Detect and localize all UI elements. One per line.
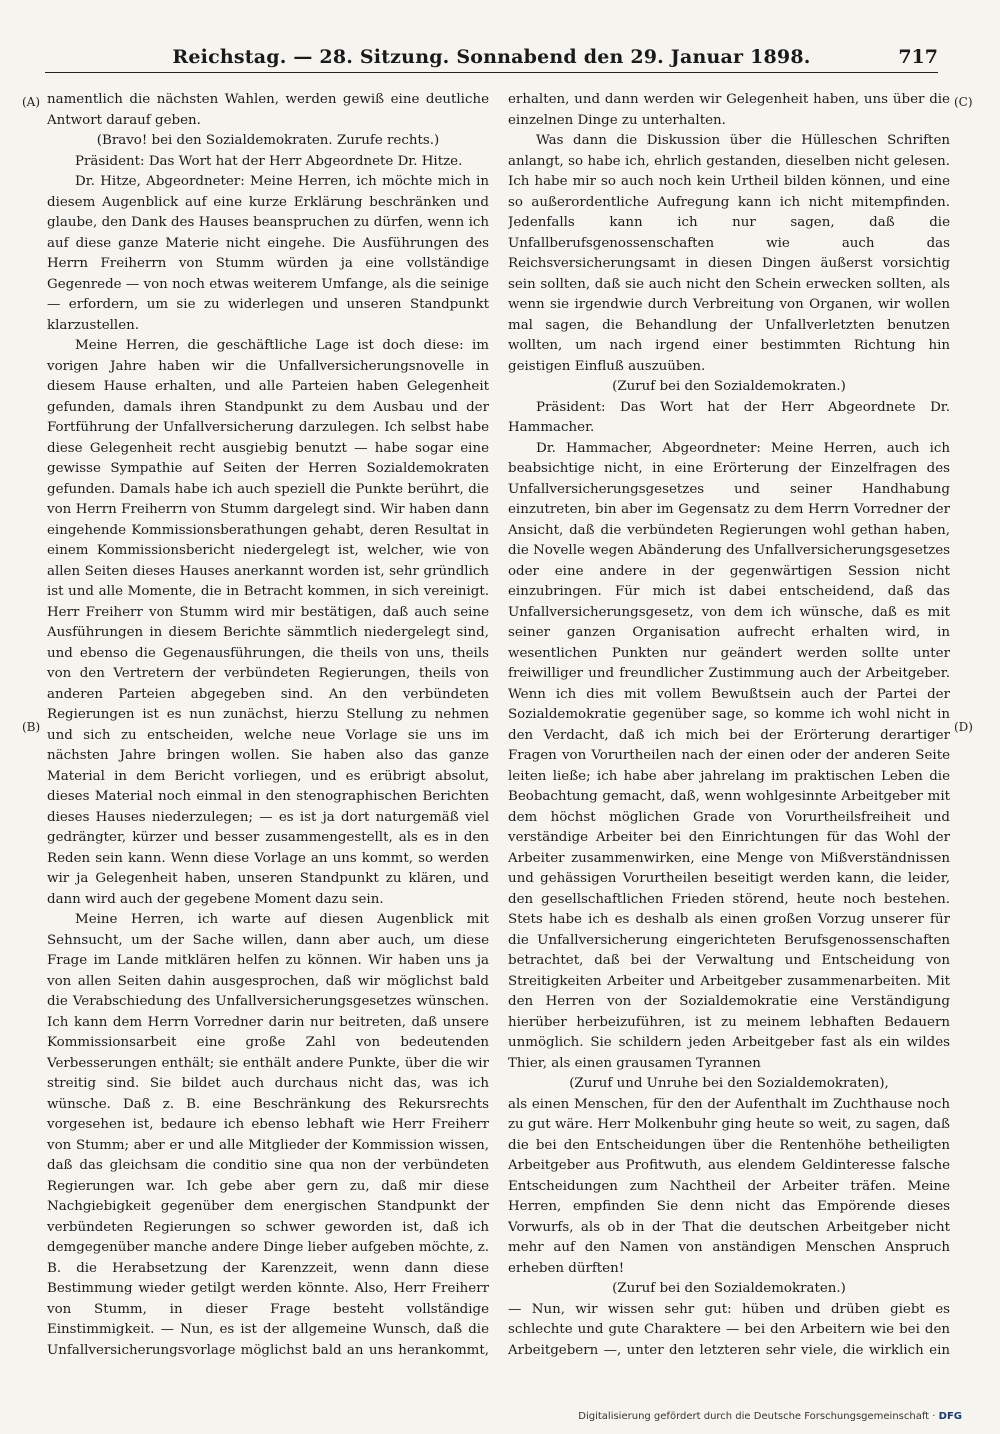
margin-mark-a: (A) xyxy=(22,95,41,109)
interjection: (Bravo! bei den Sozialdemokraten. Zurufe rechts.) xyxy=(96,133,440,148)
paragraph: erhalten, und dann werden wir Gelegenheit haben, uns über die einzelnen Dinge zu unterhalten. xyxy=(508,92,950,128)
margin-mark-c: (C) xyxy=(954,95,973,109)
page-header xyxy=(45,44,938,73)
paragraph: namentlich die nächsten Wahlen, werden gewiß eine deutliche Antwort darauf geben. xyxy=(47,92,489,128)
paragraph: Präsident: Das Wort hat der Herr Abgeordnete Dr. Hitze. xyxy=(75,153,463,169)
page-number: 717 xyxy=(898,46,938,68)
header-title: Reichstag. — 28. Sitzung. Sonnabend den 29. Januar 1898. xyxy=(172,46,811,68)
paragraph: Dr. Hitze, Abgeordneter: Meine Herren, ich möchte mich in diesem Augenblick auf eine kurze Erklärung beschränken und glaube, den Dank des Hauses beanspruchen zu dürfen, wenn ich auf diese ganze Materie nicht eingehe. Die Ausführungen des Herrn Freiherrn von Stumm würden ja eine vollständige Gegenrede — von noch etwas weiterem Umfange, als die seinige — erfordern, um sie zu widerlegen und unseren Standpunkt klarzustellen. xyxy=(47,174,489,333)
dfg-logo: DFG xyxy=(938,1411,962,1422)
paragraph: als einen Menschen, für den der Aufenthalt im Zuchthause noch zu gut wäre. Herr Molkenbuhr ging heute so weit, zu sagen, daß die bei den Entscheidungen über die Rentenhöhe betheiligten Arbeitgeber aus Profitwuth, aus elendem Geldinteresse falsche Entscheidungen zum Nachtheil der Arbeiter träfen. Meine Herren, empfinden Sie denn nicht das Empörende dieses Vorwurfs, als ob in der That die deutschen Arbeitgeber nicht mehr auf den Namen von anständigen Menschen Anspruch erheben dürften! xyxy=(508,1096,950,1276)
left-column xyxy=(47,90,489,1360)
paragraph: — Nun, wir wissen sehr gut: hüben und drüben giebt es schlechte und gute Charaktere — bei den Arbeitern wie bei den Arbeitgebern —, unter den letzteren sehr viele, die wirklich ein xyxy=(508,1301,950,1358)
paragraph: Meine Herren, ich warte auf diesen Augenblick mit Sehnsucht, um der Sache willen, dann aber auch, um diese Frage im Lande mitklären helfen zu können. Wir haben uns ja von allen Seiten dahin ausgesprochen, daß wir möglichst bald die Verabschiedung des Unfallversicherungsgesetzes wünschen. Ich kann dem Herrn Vorredner darin nur beitreten, daß unsere Kommissionsarbeit eine große Zahl von bedeutenden Verbesserungen enthält; sie enthält andere Punkte, über die wir streitig sind. Sie bildet auch durchaus nicht das, was ich wünsche. Daß z. B. eine Beschränkung des Rekursrechts vorgesehen ist, bedaure ich ebenso lebhaft wie Herr Freiherr von Stumm; aber er und alle Mitglieder der Kommission wissen, daß das gleichsam die conditio sine qua non der verbündeten Regierungen war. Ich gebe aber gern zu, daß mir diese Nachgiebigkeit gegenüber dem energischen Standpunkt der verbündeten Regierungen so schwer geworden ist, daß ich demgegenüber manche andere Dinge lieber aufgeben möchte, z. B. die Herabsetzung der Karenzzeit, wenn dann diese Bestimmung wieder getilgt werden könnte. Also, Herr Freiherr von Stumm, in dieser Frage besteht vollständige Einstimmigkeit. — Nun, es ist der allgemeine Wunsch, daß die Unfallversicherungsvorlage möglichst bald an uns herankommt, xyxy=(47,912,489,1358)
margin-mark-b: (B) xyxy=(22,720,41,734)
margin-mark-d: (D) xyxy=(954,720,973,734)
paragraph: Dr. Hammacher, Abgeordneter: Meine Herren, auch ich beabsichtige nicht, in eine Erörterung der Einzelfragen des Unfallversicherungsgesetzes und seiner Handhabung einzutreten, bin aber im Gegensatz zu dem Herrn Vorredner der Ansicht, daß die verbündeten Regierungen wohl gethan haben, die Novelle wegen Abänderung des Unfallversicherungsgesetzes oder eine andere in der gegenwärtigen Session nicht einzubringen. Für mich ist dabei entscheidend, daß das Unfallversicherungsgesetz, von dem ich wünsche, daß es mit seiner ganzen Organisation aufrecht erhalten wird, in wesentlichen Punkten nur geändert werden sollte unter freiwilliger und freundlicher Zustimmung auch der Arbeitgeber. Wenn ich dies mit vollem Bewußtsein auch der Partei der Sozialdemokratie gegenüber sage, so komme ich wohl nicht in den Verdacht, daß ich mich bei der Erörterung derartiger Fragen von Vorurtheilen nach der einen oder der anderen Seite leiten ließe; ich habe aber jahrelang im praktischen Leben die Beobachtung gemacht, daß, wenn wohlgesinnte Arbeitgeber mit dem höchst möglichen Grade von Vorurtheilsfreiheit und verständige Arbeiter bei den Einrichtungen für das Wohl der Arbeiter zusammenwirken, eine Menge von Mißverständnissen und gehässigen Vorurtheilen beseitigt werden kann, die leider, den gesellschaftlichen Frieden störend, heute noch bestehen. Stets habe ich es deshalb als einen großen Vorzug unserer für die Unfallversicherung eingerichteten Berufsgenossenschaften betrachtet, daß bei der Verwaltung und Entscheidung von Streitigkeiten Arbeiter und Arbeitgeber zusammenarbeiten. Mit den Herren von der Sozialdemokratie eine Verständigung hierüber herbeizuführen, ist zu meinem lebhaften Bedauern unmöglich. Sie schildern jeden Arbeitgeber fast als ein wildes Thier, als einen grausamen Tyrannen xyxy=(508,440,950,1071)
paragraph: Was dann die Diskussion über die Hülleschen Schriften anlangt, so habe ich, ehrlich gestanden, dieselben nicht gelesen. Ich habe mir so auch noch kein Urtheil bilden können, und eine so außerordentliche Aufregung kann ich nicht mitempfinden. Jedenfalls kann ich nur sagen, daß die Unfallberufsgenossenschaften wie auch das Reichsversicherungsamt in diesen Dingen äußerst vorsichtig sein sollten, daß sie auch nicht den Schein erwecken sollten, als wenn sie irgendwie durch Verbreitung von Organen, wir wollen mal sagen, die Behandlung der Unfallverletzten benutzen wollten, um nach irgend einer bestimmten Richtung hin geistigen Einfluß auszuüben. xyxy=(508,133,950,374)
right-column xyxy=(508,90,950,1360)
paragraph: Präsident: Das Wort hat der Herr Abgeordnete Dr. Hammacher. xyxy=(508,399,950,435)
interjection: (Zuruf bei den Sozialdemokraten.) xyxy=(612,1281,846,1296)
interjection: (Zuruf und Unruhe bei den Sozialdemokraten), xyxy=(569,1076,889,1091)
footer: Digitalisierung gefördert durch die Deutsche Forschungsgemeinschaft · DFG xyxy=(578,1411,962,1422)
paragraph: Meine Herren, die geschäftliche Lage ist doch diese: im vorigen Jahre haben wir die Unfallversicherungsnovelle in diesem Hause erhalten, und alle Parteien haben Gelegenheit gefunden, damals ihren Standpunkt zu dem Ausbau und der Fortführung der Unfallversicherung darzulegen. Ich selbst habe diese Gelegenheit recht ausgiebig benutzt — habe sogar eine gewisse Sympathie auf Seiten der Herren Sozialdemokraten gefunden. Damals habe ich auch speziell die Punkte berührt, die von Herrn Freiherrn von Stumm dargelegt sind. Wir haben dann eingehende Kommissionsberathungen gehabt, deren Resultat in einem Kommissionsbericht niedergelegt ist, welcher, wie von allen Seiten dieses Hauses anerkannt worden ist, sehr gründlich ist und alle Momente, die in Betracht kommen, in sich vereinigt. Herr Freiherr von Stumm wird mir bestätigen, daß auch seine Ausführungen in diesem Berichte sämmtlich niedergelegt sind, und ebenso die Gegenausführungen, die theils von uns, theils von den Vertretern der verbündeten Regierungen, theils von anderen Parteien abgegeben sind. An den verbündeten Regierungen ist es nun zunächst, hierzu Stellung zu nehmen und sich zu entscheiden, welche neue Vorlage sie uns im nächsten Jahre bringen wollen. Sie haben also das ganze Material in dem Bericht vorliegen, und es erübrigt absolut, dieses Material noch einmal in den stenographischen Berichten dieses Hauses niederzulegen; — es ist ja dort naturgemäß viel gedrängter, kürzer und besser zusammengestellt, als es in den Reden sein kann. Wenn diese Vorlage an uns kommt, so werden wir ja Gelegenheit haben, unseren Standpunkt zu klären, und dann wird auch der gegebene Moment dazu sein. xyxy=(47,338,489,907)
footer-text: Digitalisierung gefördert durch die Deutsche Forschungsgemeinschaft xyxy=(578,1411,930,1422)
interjection: (Zuruf bei den Sozialdemokraten.) xyxy=(612,379,846,394)
